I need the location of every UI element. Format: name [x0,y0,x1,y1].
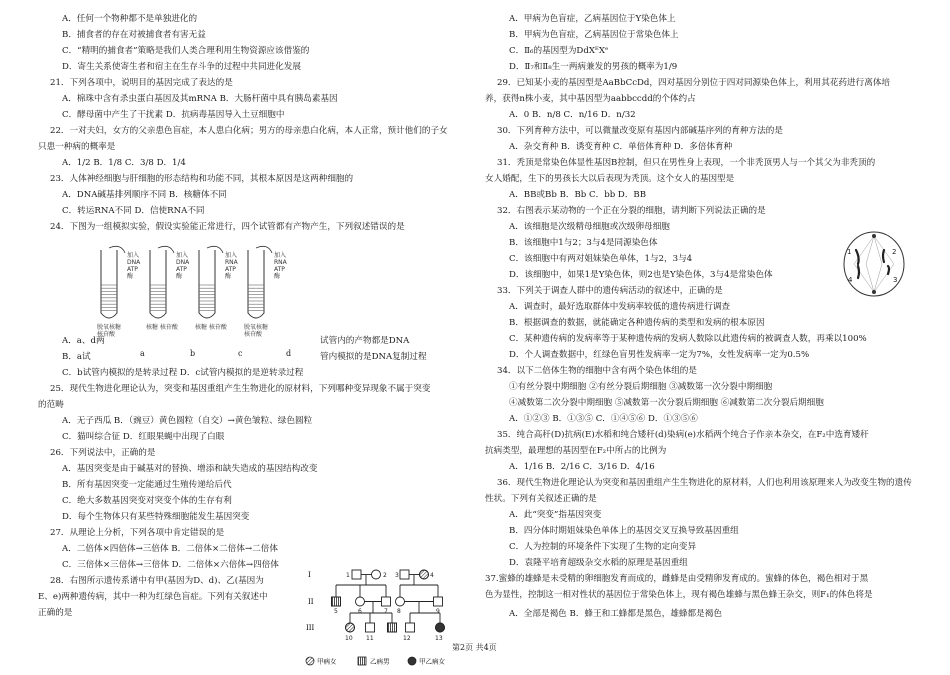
right-line: A．全部是褐色 B．蜂王和工蜂都是黑色，雄蜂都是褐色 [509,609,722,619]
test-tube [150,250,166,318]
right-line: A．调查时，最好选取群体中发病率较低的遗传病进行调查 [509,302,731,312]
test-tube [101,250,117,318]
left-line: E、e)两种遗传病，其中一种为红绿色盲症。下列有关叙述中 [38,592,268,602]
left-line: A．无子西瓜 B．（豌豆）黄色圆粒（自交）→黄色皱粒、绿色圆粒 [62,416,313,426]
tube-top-label: 酶 [274,273,281,280]
left-line: A．棉珠中含有杀虫蛋白基因及其mRNA B．大肠杆菌中具有胰岛素基因 [62,94,338,104]
pedigree-chart [300,567,475,671]
left-line: 正确的是 [38,608,73,618]
tube-letter-a: a [140,349,145,358]
ind-11: 11 [366,635,374,642]
left-line: B．所有基因突变一定能通过生殖传递给后代 [62,480,232,490]
tube-top-label: 加入 [225,252,238,259]
tube-top-label: DNA [127,259,141,266]
right-line: B．甲病为色盲症，乙病基因位于常染色体上 [509,30,679,40]
right-line: 30．下列育种方法中，可以微量改变原有基因内部碱基序列的育种方法的是 [497,126,783,136]
test-tube-figure [86,245,346,340]
left-line: A．基因突变是由于碱基对的替换、增添和缺失造成的基因结构改变 [62,464,318,474]
test-tube [248,250,264,318]
gen-label-3: III [306,624,315,632]
tube-top-label: 酶 [225,273,232,280]
left-line: 26．下列说法中，正确的是 [50,448,156,458]
tube-top-label: 加入 [274,252,287,259]
cell-label-4: 4 [848,276,853,284]
tube-top-label: RNA [274,259,287,266]
right-line: 37.蜜蜂的雄蜂是未受精的卵细胞发育而成的，雌蜂是由受精卵发育成的。蜜蜂的体色，褐色相对于黑 [485,574,869,584]
left-line: A．任何一个物种都不是单独进化的 [62,14,198,24]
left-line: 的范畴 [38,400,64,410]
right-line: A．杂交育种 B．诱变育种 C．单倍体育种 D．多倍体育种 [509,142,733,152]
right-line: D．Ⅱ₇和Ⅱ₈生一两病兼发的男孩的概率为1/9 [509,62,678,72]
cell-division-figure [838,228,910,300]
gen-label-1: I [308,571,311,579]
tube-top-label: DNA [176,259,190,266]
left-line: A．a、d两 [62,336,105,346]
tube-top-label: 加入 [176,252,189,259]
right-line: A．该细胞是次级精母细胞或次级卵母细胞 [509,222,670,232]
left-line: 22．一对夫妇，女方的父亲患色盲症，本人患白化病；男方的母亲患白化病，本人正常，预计他们的子女 [50,126,448,136]
tube-letter-d: d [286,349,292,358]
tube-bottom-label: 核苷酸 [97,331,116,338]
legend-jia: 甲病女 [317,657,337,666]
right-line: D．个人调查数据中，红绿色盲男性发病率一定为7%，女性发病率一定为0.5% [509,350,810,360]
left-line: 21．下列各项中，说明目的基因完成了表达的是 [50,78,233,88]
tube-top-label: 酶 [127,273,134,280]
right-line: 34．以下二倍体生物的细胞中含有两个染色体组的是 [497,366,697,376]
left-line: D．每个生物体只有某些特殊细胞能发生基因突变 [62,512,250,522]
left-line: C．“精明的捕食者”策略是我们人类合理利用生物资源应该借鉴的 [62,46,310,56]
tube-top-label: 加入 [127,252,140,259]
tube-top-label: ATP [225,266,236,273]
right-line: C．人为控制的环境条件下实现了生物的定向变异 [509,542,697,552]
tube-bottom-label: 脱氧核糖 [244,324,269,331]
left-line: C．转运RNA不同 D．信使RNA不同 [62,206,205,216]
right-line: 养，获得n株小麦，其中基因型为aabbccdd的个体约占 [485,94,696,104]
right-line: A．甲病为色盲症，乙病基因位于Y染色体上 [509,14,676,24]
ind-5: 5 [334,608,338,615]
ind-1: 1 [346,572,350,579]
legend-swatch-jiayi [408,657,416,665]
ind-4: 4 [430,572,434,579]
cell-label-1: 1 [847,248,852,256]
tube-top-label: RNA [225,259,238,266]
q24-option-a-tail: 试管内的产物都是DNA [320,336,410,346]
right-line: C．该细胞中有两对姐妹染色单体，1与2，3与4 [509,254,693,264]
ind-8: 8 [397,608,401,615]
tube-bottom-label: 核糖 核苷酸 [195,324,227,331]
tube-bottom-label: 核糖 核苷酸 [146,324,178,331]
ind-10: 10 [345,635,353,642]
right-line: ④减数第二次分裂中期细胞 ⑤减数第一次分裂后期细胞 ⑥减数第二次分裂后期细胞 [509,398,824,408]
right-line: ①有丝分裂中期细胞 ②有丝分裂后期细胞 ③减数第一次分裂中期细胞 [509,382,773,392]
legend-swatch-yi [358,657,366,665]
right-line: C．Ⅱ₆的基因型为DdXᴱXᵉ [509,46,609,56]
right-line: 29．已知某小麦的基因型是AaBbCcDd，四对基因分别位于四对同源染色体上，利用其花药进行离体培 [497,78,891,88]
right-line: C．某种遗传病的发病率等于某种遗传病的发病人数除以此遗传病的被调查人数，再乘以100% [509,334,867,344]
ind-2: 2 [383,572,387,579]
right-line: 31．秃顶是常染色体显性基因B控制，但只在男性身上表现，一个非秃顶男人与一个其父为非秃顶的 [497,158,876,168]
right-line: B．四分体时期姐妹染色单体上的基因交叉互换导致基因重组 [509,526,739,536]
ind-9: 9 [436,608,440,615]
left-line: B．a试 [62,352,91,362]
tube-top-label: 酶 [176,273,183,280]
tube-bottom-label: 脱氧核糖 [97,324,122,331]
ind-13: 13 [435,635,443,642]
left-line: B．捕食者的存在对被捕食者有害无益 [62,30,206,40]
tube-letter-c: c [238,349,243,358]
right-line: 抗病类型，最理想的基因型在F₂中所占的比例为 [485,446,667,456]
left-line: A．DNA碱基排列顺序不同 B．核糖体不同 [62,190,227,200]
left-line: C．酵母菌中产生了干扰素 D．抗病毒基因导入土豆细胞中 [62,110,285,120]
left-line: C．绝大多数基因突变对突变个体的生存有利 [62,496,232,506]
right-line: A．此“突变”指基因突变 [509,510,602,520]
right-line: A．0 B．n/8 C．n/16 D．n/32 [509,110,636,120]
right-line: 36．现代生物进化理论认为突变和基因重组产生生物进化的原材料，人们也利用该原理来人为改变生物的遗传 [497,478,912,488]
tube-top-label: ATP [274,266,285,273]
left-line: 23．人体神经细胞与肝细胞的形态结构和功能不同，其根本原因是这两种细胞的 [50,174,354,184]
right-line: D．该细胞中，如果1是Y染色体，则2也是Y染色体，3与4是常染色体 [509,270,773,280]
right-line: B．该细胞中1与2；3与4是同源染色体 [509,238,658,248]
test-tube [199,250,215,318]
legend-swatch-jia [306,657,314,665]
page-footer: 第2页 共4页 [452,643,497,652]
ind-7: 7 [384,608,388,615]
right-line: B．根据调查的数据，就能确定各种遗传病的类型和发病的根本原因 [509,318,765,328]
left-line: 28．右图所示遗传系谱中有甲(基因为D、d)、乙(基因为 [50,576,264,586]
right-line: A．BB或Bb B．Bb C．bb D．BB [509,190,647,200]
left-line: C．三倍体×三倍体→三倍体 D．二倍体×六倍体→四倍体 [62,560,279,570]
right-line: 女人婚配，生下的男孩长大以后表现为秃顶。这个女人的基因型是 [485,174,735,184]
cell-label-2: 2 [892,248,897,256]
left-line: A．1/2 B．1/8 C．3/8 D．1/4 [62,158,186,168]
right-line: 33．下列关于调查人群中的遗传病活动的叙述中，正确的是 [497,286,723,296]
ind-12: 12 [403,635,411,642]
right-line: A．1/16 B．2/16 C．3/16 D．4/16 [509,462,655,472]
left-line: C．猫叫综合征 D．红眼果蝇中出现了白眼 [62,432,225,442]
left-line: C．b试管内模拟的是转录过程 D．c试管内模拟的是逆转录过程 [62,368,304,378]
right-line: D．袁隆平培育超级杂交水稻的原理是基因重组 [509,558,688,568]
left-line: 只患一种病的概率是 [38,142,116,152]
legend-yi: 乙病男 [370,657,390,666]
q24-option-b-tail: 管内模拟的是DNA复制过程 [320,352,427,362]
left-line: 24．下图为一组模拟实验，假设实验能正常进行，四个试管都有产物产生，下列叙述错误的是 [50,222,405,232]
ind-6: 6 [358,608,362,615]
tube-top-label: ATP [176,266,187,273]
tube-bottom-label: 核苷酸 [244,331,263,338]
ind-3: 3 [395,572,399,579]
right-line: A．①②③ B．①③⑤ C．①④⑤⑥ D．①③⑤⑥ [509,414,698,424]
left-line: D．寄生关系使寄生者和宿主在生存斗争的过程中共同进化发展 [62,62,301,72]
right-line: 性状。下列有关叙述正确的是 [485,494,597,504]
gen-label-2: II [308,598,314,606]
tube-top-label: ATP [127,266,138,273]
left-line: A．二倍体×四倍体→三倍体 B．二倍体×二倍体→二倍体 [62,544,278,554]
right-line: 色为显性，控制这一相对性状的基因位于常染色体上，现有褐色雄蜂与黑色蜂王杂交，则F₁的体色将是 [485,590,873,600]
right-line: 32．右图表示某动物的一个正在分裂的细胞，请判断下列说法正确的是 [497,206,766,216]
tube-letter-b: b [190,349,196,358]
left-line: 25．现代生物进化理论认为，突变和基因重组产生生物进化的原材料，下列哪种变异现象不属于突变 [50,384,431,394]
cell-label-3: 3 [893,276,898,284]
right-line: 35．纯合高秆(D)抗病(E)水稻和纯合矮秆(d)染病(e)水稻两个纯合子作亲本杂交，在F₂中选育矮秆 [497,430,869,440]
left-line: 27．从理论上分析，下列各项中肯定错误的是 [50,528,225,538]
legend-jiayi: 甲乙病女 [419,657,445,666]
